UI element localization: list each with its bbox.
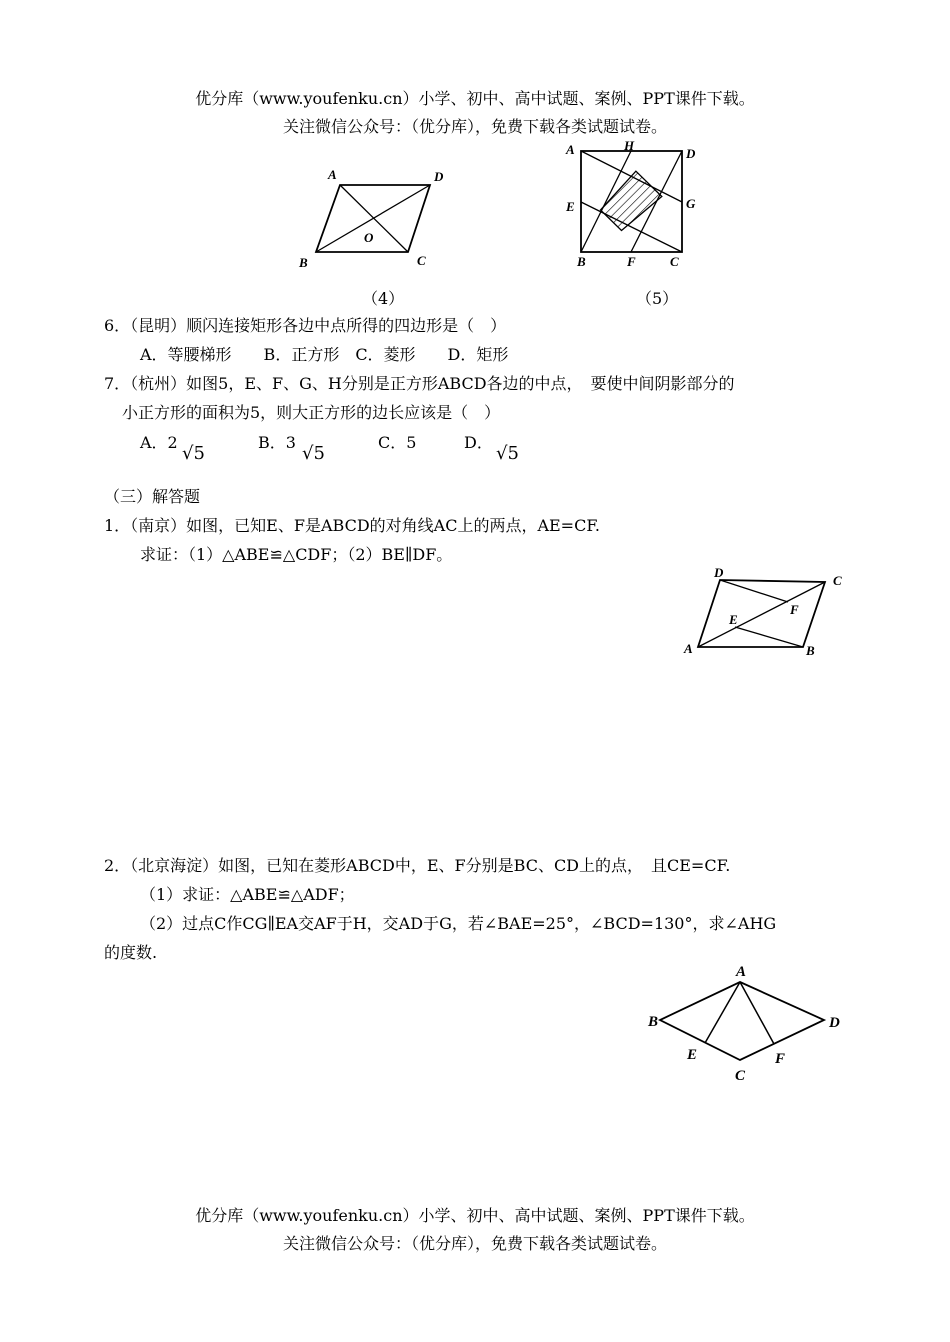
q2-line1: 2．（北京海淀）如图，已知在菱形ABCD中，E、F分别是BC、CD上的点， 且CE=CF. [104, 856, 731, 875]
figq1-line-d-f [720, 580, 788, 602]
q2-line4: 的度数. [104, 943, 158, 962]
fig5-label-d: D [686, 146, 696, 161]
fig5-shaded-square [601, 171, 662, 230]
fig4-label-o: O [364, 230, 374, 245]
q7-option-b [258, 430, 296, 453]
figq2-label-b: B [648, 1014, 659, 1030]
q7-stem-line2: 小正方形的面积为5，则大正方形的边长应该是（ ） [122, 403, 501, 422]
footer-line-1: 优分库（www.youfenku.cn）小学、初中、高中试题、案例、PPT课件下载。 [195, 1206, 755, 1225]
fig5-label-c: C [670, 254, 679, 269]
q7-option-d-radicand: 5 [507, 443, 519, 464]
q1-line1: 1．（南京）如图，已知E、F是ABCD的对角线AC上的两点，AE=CF. [104, 516, 601, 535]
q7-option-a [140, 430, 178, 453]
figq1-label-f: F [790, 602, 799, 617]
fig4-label-b: B [299, 255, 308, 270]
q6-options: A．等腰梯形 B．正方形 C．菱形 D．矩形 [140, 345, 509, 364]
q7-stem-line1: 7．（杭州）如图5，E、F、G、H分别是正方形ABCD各边的中点， 要使中间阴影部分的 [104, 374, 735, 393]
figure-5-square [560, 140, 705, 275]
footer-line-2: 关注微信公众号：（优分库），免费下载各类试题试卷。 [282, 1234, 667, 1253]
q2-line3: （2）过点C作CG∥EA交AF于H，交AD于G，若∠BAE=25°，∠BCD=130°，求∠AHG [140, 914, 777, 933]
figq2-line-a-f [740, 982, 774, 1044]
fig5-label-g: G [686, 196, 696, 211]
section3-title: （三）解答题 [104, 487, 201, 506]
fig5-label-e: E [566, 199, 575, 214]
figq2-label-f: F [775, 1051, 786, 1067]
figure-4-parallelogram [290, 160, 460, 275]
fig4-label-a: A [328, 167, 337, 182]
figq1-label-c: C [833, 573, 842, 588]
q7-option-b-label: B．3 [258, 433, 296, 452]
figq2-outline [660, 982, 824, 1060]
figq2-label-d: D [829, 1015, 840, 1031]
figq1-line-b-e [735, 627, 803, 647]
fig4-caption: （4） [362, 289, 405, 308]
q6-stem: 6．（昆明）顺闪连接矩形各边中点所得的四边形是（ ） [104, 316, 507, 335]
q7-option-c: C．5 [378, 433, 417, 452]
figq2-label-e: E [687, 1047, 698, 1063]
fig5-label-a: A [566, 142, 575, 157]
fig4-label-d: D [434, 169, 444, 184]
figq2-label-a: A [736, 964, 747, 980]
figure-q2-rhombus [640, 960, 860, 1090]
q7-option-a-radicand: 5 [193, 443, 205, 464]
figq2-label-c: C [735, 1068, 746, 1084]
q2-line2: （1）求证：△ABE≌△ADF； [140, 885, 355, 904]
q7-option-a-label: A．2 [140, 433, 178, 452]
figure-q1-parallelogram [680, 565, 850, 665]
fig5-label-f: F [627, 254, 636, 269]
fig5-caption: （5） [636, 289, 679, 308]
header-line-2: 关注微信公众号：（优分库），免费下载各类试题试卷。 [282, 117, 667, 136]
fig5-label-b: B [577, 254, 586, 269]
figq1-label-d: D [714, 565, 724, 580]
figq1-label-a: A [684, 641, 693, 656]
q7-option-d: D． [464, 433, 493, 452]
q7-option-b-sqrt: √5 [302, 443, 325, 464]
fig5-label-h: H [624, 138, 635, 153]
q7-option-b-radicand: 5 [313, 443, 325, 464]
q7-option-d-sqrt: √5 [496, 443, 519, 464]
fig4-label-c: C [417, 253, 426, 268]
figq1-label-e: E [729, 612, 738, 627]
q7-option-a-sqrt: √5 [182, 443, 205, 464]
header-line-1: 优分库（www.youfenku.cn）小学、初中、高中试题、案例、PPT课件下载。 [195, 89, 755, 108]
q1-line2: 求证：（1）△ABE≌△CDF；（2）BE∥DF。 [140, 545, 453, 564]
figq1-label-b: B [806, 643, 815, 658]
